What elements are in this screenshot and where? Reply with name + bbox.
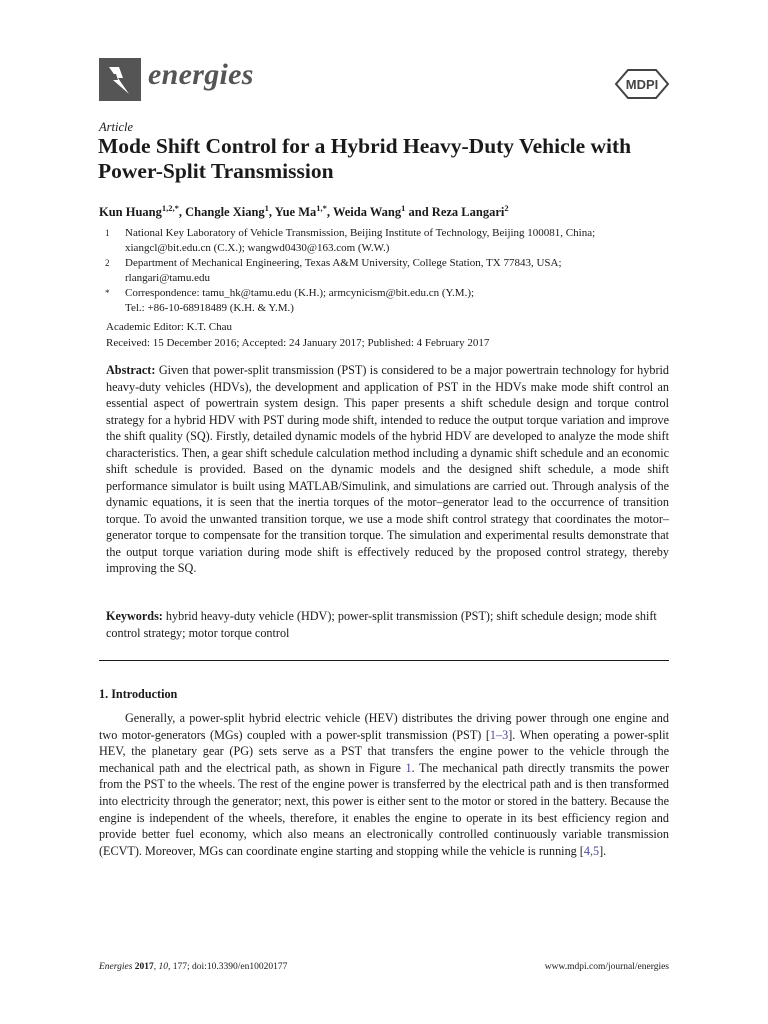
article-type: Article [99, 120, 134, 134]
affiliation-line: Department of Mechanical Engineering, Texas A&M University, College Station, TX 77843, USA; [125, 257, 562, 269]
affiliation-mark: * [105, 288, 110, 298]
abstract-label: Abstract: [106, 363, 156, 377]
abstract-text: Given that power-split transmission (PST) is considered to be a major powertrain technology for hybrid heavy-duty vehicles (HDVs), the development and application of PST in the HDVs make mode shift control an essential aspect of powertrain system design. This paper presents a shift schedule design and torque control strategy for a hybrid HDV with PST during mode shift, intended to reduce the output torque variation and improve the shift quality (SQ). Firstly, detailed dynamic models of the hybrid HDV are developed to analyze the mode shift characteristics. Then, a gear shift schedule calculation method including a dynamic shift schedule and an economic shift schedule is provided. Based on the dynamic models and the designed shift schedule, a mode shift performance simulator is built using MATLAB/Simulink, and simulations are carried out. Through analysis of the dynamic equations, it is seen that the inertia torques of the motor–generator lead to the occurrence of transition torque. To avoid the unwanted transition torque, we use a mode shift control strategy that coordinates the motor–generator torque to compensate for the transition torque. The simulation and experimental results demonstrate that the output torque variation during mode shift is effectively reduced by the proposed control strategy, thereby improving the SQ. [106, 363, 669, 575]
author-name: Reza Langari [431, 205, 505, 220]
citation-link[interactable]: 1–3 [489, 727, 509, 742]
affiliation-line: Correspondence: tamu_hk@tamu.edu (K.H.); armcynicism@bit.edu.cn (Y.M.); [125, 287, 475, 299]
affiliation-line: National Key Laboratory of Vehicle Transmission, Beijing Institute of Technology, Beijing 100081, China; [125, 227, 596, 239]
footer-year: 2017 [134, 962, 154, 972]
affiliation-mark: 1 [105, 228, 110, 238]
author-affil-sup: 1,2,* [161, 203, 179, 213]
author-name: Kun Huang [99, 205, 162, 220]
affiliation-line: Tel.: +86-10-68918489 (K.H. & Y.M.) [125, 302, 294, 315]
affiliation-1 [99, 226, 674, 256]
keywords-label: Keywords: [106, 609, 163, 623]
citation-link[interactable]: 4,5 [583, 843, 600, 858]
author-name: Yue Ma [274, 205, 317, 220]
mdpi-logo [614, 68, 670, 105]
publication-dates: Received: 15 December 2016; Accepted: 24 January 2017; Published: 4 February 2017 [106, 337, 490, 349]
footer-doi: , 177; doi:10.3390/en10020177 [168, 962, 288, 972]
footer-url[interactable]: www.mdpi.com/journal/energies [544, 962, 669, 972]
affiliation-mark: 2 [105, 258, 110, 268]
publisher-label: MDPI [625, 77, 659, 92]
author-affil-sup: 2 [504, 203, 509, 213]
footer-volume: 10 [158, 962, 169, 972]
abstract [106, 362, 669, 577]
paper-title: Mode Shift Control for a Hybrid Heavy-Duty Vehicle with Power-Split Transmission [98, 134, 632, 183]
footer-citation: Energies 2017, 10, 177; doi:10.3390/en10020177 [99, 962, 288, 972]
affiliation-line: xiangcl@bit.edu.cn (C.X.); wangwd0430@163.com (W.W.) [125, 242, 390, 255]
keywords [106, 608, 669, 641]
author-list: Kun Huang$^{1,2,*}$, Changle Xiang$^1$, Yue $Ma^{1,*}$, Weida Wang$^1$ and Reza Langari$^2$ [99, 203, 509, 220]
academic-editor: Academic Editor: K.T. Chau [106, 321, 232, 333]
figure-link[interactable]: 1 [405, 760, 412, 775]
author-affil-sup: 1 [264, 203, 269, 213]
author-affil-sup: 1 [401, 203, 406, 213]
keywords-text: hybrid heavy-duty vehicle (HDV); power-split transmission (PST); shift schedule design; mode shift control strategy; motor torque control [106, 609, 657, 640]
affiliation-line: rlangari@tamu.edu [125, 272, 210, 285]
author-name: Changle Xiang [185, 205, 265, 220]
author-affil-sup: 1,* [316, 203, 327, 213]
section-heading: 1. Introduction [99, 687, 178, 701]
intro-paragraph: Generally, a power-split hybrid electric vehicle (HEV) distributes the driving power through one engine and two motor-generators (MGs) coupled with a power-split transmission (PST) [1–3]. When operating a power-split HEV, the planetary gear (PG) sets serve as a PST that transfers the engine power to the vehicle through the mechanical path and the electrical path, as shown in Figure 1. The mechanical path directly transmits the power from the PST to the wheels. The rest of the engine power is transferred by the electrical path and is then transformed into electricity through the generator; next, this power is either sent to the motor or stored in the battery. Because the engine is independent of the wheels, therefore, it enables the engine to operate in its best efficiency region and provide better fuel economy, which also means an electronically controlled continuously variable transmission (ECVT). Moreover, MGs can coordinate engine starting and stopping while the vehicle is running [4,5]. [99, 711, 669, 858]
correspondence [99, 286, 674, 316]
journal-name: energies [148, 58, 254, 91]
affiliation-2 [99, 256, 674, 286]
journal-logo-icon [99, 58, 141, 101]
divider [99, 660, 669, 661]
footer-journal: Energies [99, 962, 133, 972]
author-name: Weida Wang [332, 205, 402, 220]
